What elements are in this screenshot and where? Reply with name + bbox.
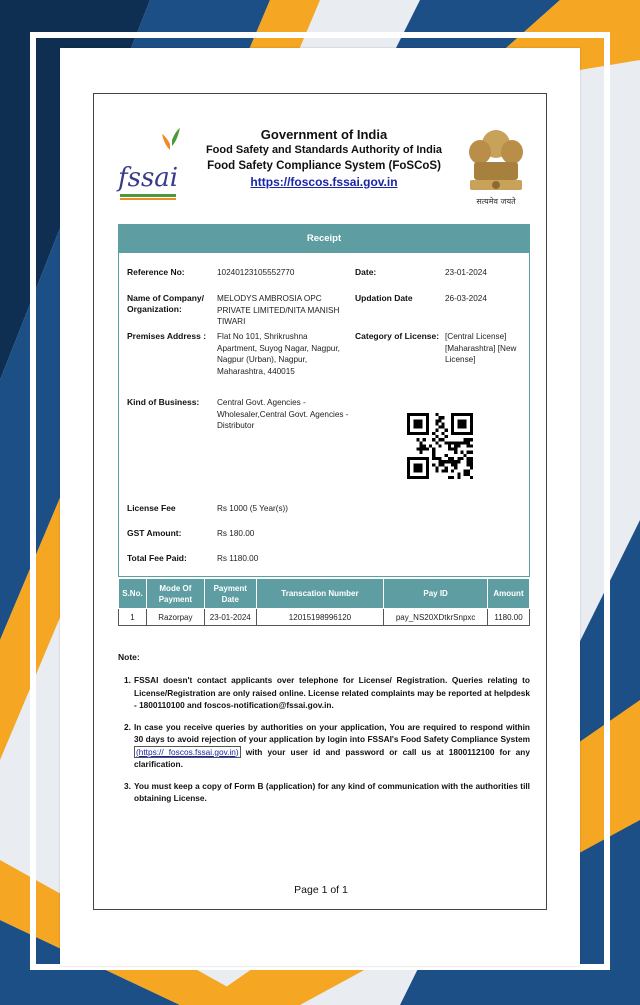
date-label: Date:	[355, 267, 377, 277]
cell-payid: pay_NS20XDtkrSnpxc	[384, 609, 488, 626]
foscos-link[interactable]: (https:// foscos.fssai.gov.in)	[136, 746, 239, 757]
cell-date: 23-01-2024	[204, 609, 256, 626]
receipt-title: Receipt	[119, 225, 529, 253]
col-payid: Pay ID	[384, 579, 488, 609]
qr-code[interactable]	[407, 405, 473, 487]
total-label: Total Fee Paid:	[127, 553, 187, 563]
emblem-caption: सत्यमेव जयते	[476, 197, 516, 206]
note-item	[124, 674, 530, 712]
premises-label: Premises Address :	[127, 331, 207, 341]
svg-text:fssai: fssai	[118, 163, 179, 193]
fee-label: License Fee	[127, 503, 176, 513]
reference-label: Reference No:	[127, 267, 185, 277]
note-number: 2.	[124, 721, 131, 732]
note-text: In case you receive queries by authorities on your application, You are required to respond within 30 days to avoid rejection of your application by login into FSSAI's Food Safety Compliance System	[134, 721, 530, 744]
business-label: Kind of Business:	[127, 397, 200, 407]
payment-table-header	[119, 579, 530, 609]
table-row	[119, 609, 530, 626]
header-government: Government of India	[260, 127, 388, 142]
company-label: Name of Company/ Organization:	[127, 293, 204, 314]
header-authority: Food Safety and Standards Authority of India	[205, 144, 443, 156]
business-value: Central Govt. Agencies - Wholesaler,Central Govt. Agencies - Distributor	[217, 398, 349, 430]
notes-list	[124, 674, 530, 814]
receipt-details-box	[118, 224, 530, 577]
col-mode: Mode Of Payment	[146, 579, 204, 609]
note-item	[124, 721, 530, 771]
category-value: [Central License] [Maharashtra] [New License]	[445, 332, 517, 364]
updation-label: Updation Date	[355, 293, 413, 303]
fee-value: Rs 1000 (5 Year(s))	[217, 504, 288, 513]
gst-value: Rs 180.00	[217, 529, 255, 538]
company-value: MELODYS AMBROSIA OPC PRIVATE LIMITED/NITA MANISH TIWARI	[217, 294, 340, 326]
note-text-continued: with your user id and password or call us at 1800112100 for any clarification.	[134, 746, 530, 769]
header-system: Food Safety Compliance System (FoSCoS)	[207, 160, 441, 172]
notes-heading: Note:	[118, 652, 140, 662]
cell-transaction: 12015198996120	[256, 609, 384, 626]
col-amount: Amount	[488, 579, 530, 609]
note-text: You must keep a copy of Form B (application) for any kind of communication with the authorities till obtaining License.	[134, 780, 530, 803]
note-number: 1.	[124, 675, 131, 685]
payment-table	[118, 578, 530, 626]
page-number: Page 1 of 1	[294, 884, 348, 896]
col-transaction: Transcation Number	[256, 579, 384, 609]
premises-value: Flat No 101, Shrikrushna Apartment, Suyog Nagar, Nagpur, Nagpur (Urban), Nagpur, Maharashtra, 440015	[217, 332, 340, 376]
note-item	[124, 780, 530, 805]
date-value: 23-01-2024	[445, 268, 487, 277]
header-link[interactable]: https://foscos.fssai.gov.in	[250, 175, 398, 189]
document-header	[94, 94, 548, 219]
cell-sno: 1	[119, 609, 147, 626]
receipt-document	[93, 93, 547, 910]
gst-label: GST Amount:	[127, 528, 182, 538]
updation-value: 26-03-2024	[445, 294, 487, 303]
note-number: 3.	[124, 780, 131, 791]
col-date: Payment Date	[204, 579, 256, 609]
cell-mode: Razorpay	[146, 609, 204, 626]
fssai-logo	[116, 124, 182, 204]
col-sno: S.No.	[119, 579, 147, 609]
category-label: Category of License:	[355, 331, 440, 341]
note-text: FSSAI doesn't contact applicants over telephone for License/ Registration. Queries relating to License/Registration are only raised online. License related complaints may be reported at helpdesk - 1800110100 and foscos-notification@fssai.gov.in.	[134, 675, 530, 710]
cell-amount: 1180.00	[488, 609, 530, 626]
reference-value: 10240123105552770	[217, 268, 295, 277]
header-text	[194, 126, 454, 190]
total-value: Rs 1180.00	[217, 554, 259, 563]
